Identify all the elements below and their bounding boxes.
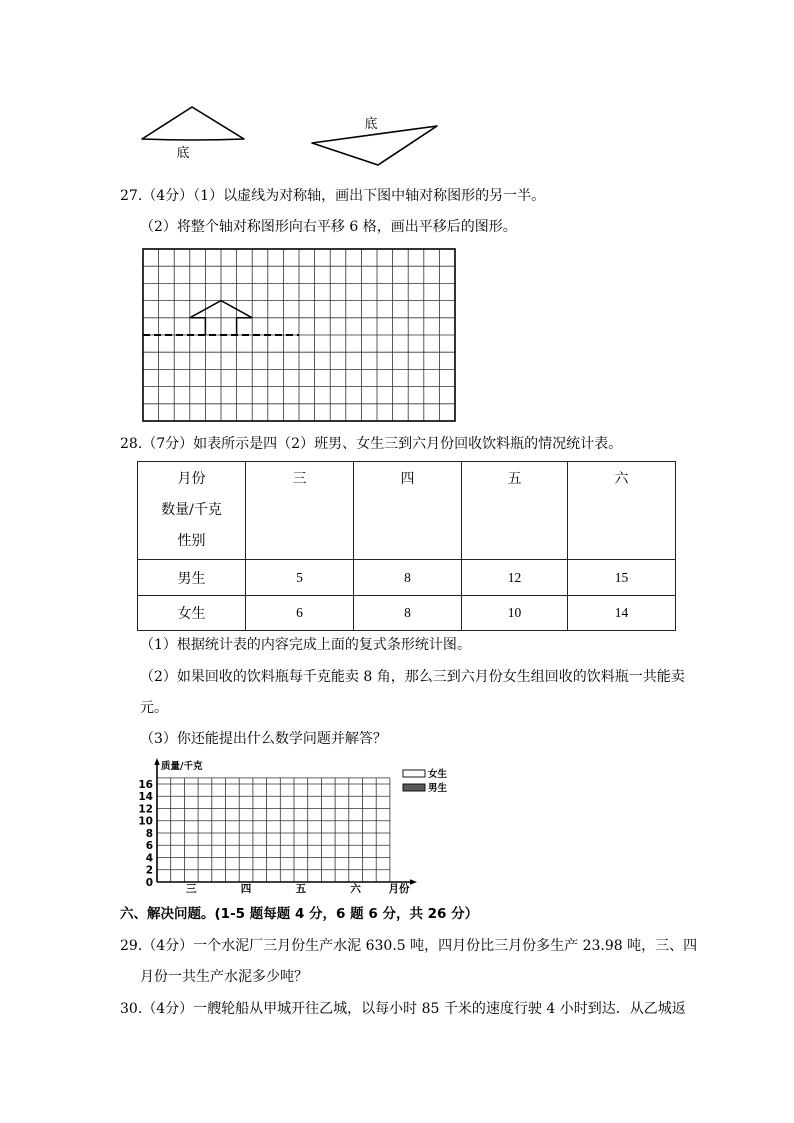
q28-sub2-line1: （2）如果回收的饮料瓶每千克能卖 8 角，那么三到六月份女生组回收的饮料瓶一共能卖 xyxy=(140,669,685,685)
triangle-1-base-label: 底 xyxy=(176,146,190,161)
triangle-2-base-label: 底 xyxy=(364,117,378,132)
table-cell: 14 xyxy=(568,596,676,631)
table-cell: 5 xyxy=(246,560,354,596)
table-cell: 6 xyxy=(246,596,354,631)
legend-label-boys: 男生 xyxy=(428,783,448,794)
x-category-labels xyxy=(186,882,361,895)
corner-label-gender: 性别 xyxy=(177,533,206,549)
y-tick-label: 14 xyxy=(138,791,153,804)
corner-label-quantity: 数量/千克 xyxy=(161,502,222,518)
table-cell: 8 xyxy=(354,560,462,596)
x-axis-arrow xyxy=(410,879,417,884)
y-axis-label: 质量/千克 xyxy=(161,761,203,772)
table-header-month: 三 xyxy=(246,462,354,560)
q28-sub3: （3）你还能提出什么数学问题并解答？ xyxy=(140,731,387,747)
q30-line1: 30.（4分）一艘轮船从甲城开往乙城，以每小时 85 千米的速度行驶 4 小时到达．从乙城返 xyxy=(120,1001,686,1017)
table-cell: 12 xyxy=(462,560,568,596)
section-6-heading: 六、解决问题。(1-5 题每题 4 分，6 题 6 分，共 26 分） xyxy=(120,906,479,922)
table-header-row xyxy=(138,462,676,560)
q29-line1: 29.（4分）一个水泥厂三月份生产水泥 630.5 吨，四月份比三月份多生产 23.98 吨，三、四 xyxy=(120,938,698,954)
q28-sub1: （1）根据统计表的内容完成上面的复式条形统计图。 xyxy=(140,637,471,653)
q29-line2: 月份一共生产水泥多少吨？ xyxy=(140,969,308,985)
x-category-label: 五 xyxy=(295,883,307,895)
y-tick-label: 2 xyxy=(145,864,153,877)
row-label-boys: 男生 xyxy=(138,560,246,596)
x-category-label: 四 xyxy=(240,883,252,895)
y-tick-labels xyxy=(138,779,153,889)
y-tick-label: 8 xyxy=(145,827,153,840)
y-tick-label: 0 xyxy=(145,876,153,889)
table-row xyxy=(138,560,676,596)
legend-label-girls: 女生 xyxy=(428,769,448,780)
table-corner-header xyxy=(138,462,246,560)
q27-line1: 27.（4分）（1）以虚线为对称轴，画出下图中轴对称图形的另一半。 xyxy=(120,188,546,204)
triangles-figure xyxy=(130,95,450,175)
chart-grid xyxy=(157,778,390,882)
table-cell: 8 xyxy=(354,596,462,631)
legend-swatch-boys xyxy=(403,784,425,791)
x-category-label: 六 xyxy=(350,883,361,895)
row-label-girls: 女生 xyxy=(138,596,246,631)
triangle-1 xyxy=(142,107,244,140)
x-axis-label: 月份 xyxy=(388,883,410,895)
table-cell: 10 xyxy=(462,596,568,631)
legend-swatch-girls xyxy=(403,770,425,777)
y-tick-label: 16 xyxy=(138,778,153,791)
table-header-month: 五 xyxy=(462,462,568,560)
q28-sub2-line2: 元。 xyxy=(140,700,168,716)
table-header-month: 六 xyxy=(568,462,676,560)
x-category-label: 三 xyxy=(186,883,197,895)
y-axis-arrow xyxy=(154,758,159,765)
statistics-table xyxy=(137,461,676,631)
y-tick-label: 12 xyxy=(138,803,153,816)
y-tick-label: 10 xyxy=(138,815,153,828)
table-header-month: 四 xyxy=(354,462,462,560)
table-row xyxy=(138,596,676,631)
y-tick-label: 6 xyxy=(145,840,153,853)
q28-intro: 28.（7分）如表所示是四（2）班男、女生三到六月份回收饮料瓶的情况统计表。 xyxy=(120,436,623,452)
symmetry-grid-figure xyxy=(140,245,460,425)
table-cell: 15 xyxy=(568,560,676,596)
y-tick-label: 4 xyxy=(145,852,153,865)
corner-label-month: 月份 xyxy=(177,471,206,487)
q27-line2: （2）将整个轴对称图形向右平移 6 格，画出平移后的图形。 xyxy=(140,219,517,235)
bar-chart xyxy=(130,755,470,900)
legend xyxy=(403,768,448,794)
